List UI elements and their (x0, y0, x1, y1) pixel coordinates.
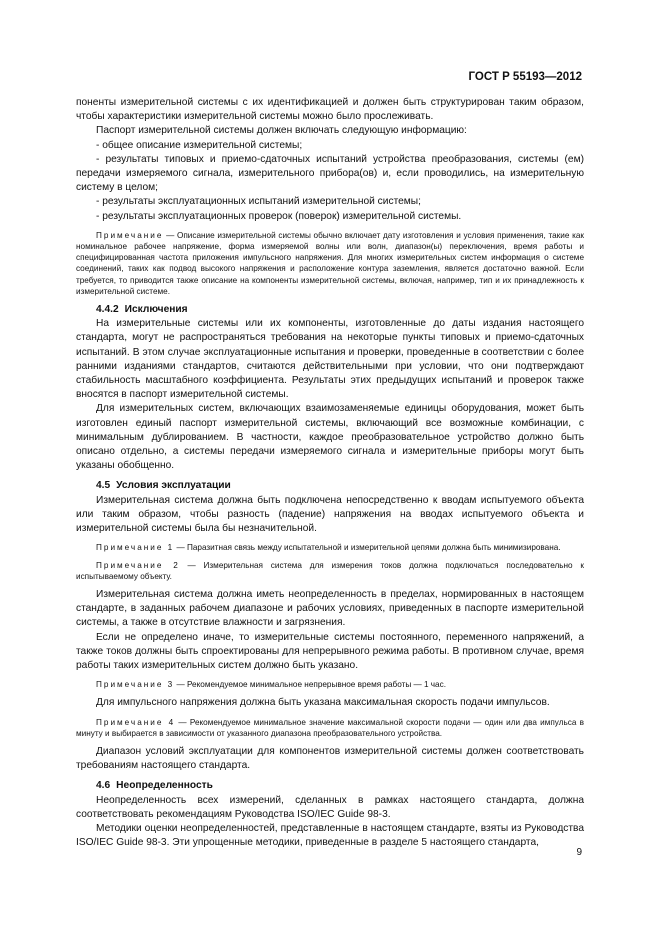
document-body (76, 96, 584, 850)
paragraph: Если не определено иначе, то измерительные системы постоянного, переменного напряжений, а также токов должны быть спроектированы для непрерывного режима работы. В противном случае, время работы таких измерительных систем должно быть указано. (76, 631, 584, 671)
paragraph: Методики оценки неопределенностей, представленные в настоящем стандарте, взяты из Руководства ISO/IEC Guide 98-3. Эти упрощенные методики, приведенные в разделе 5 настоящего стандарта, (76, 822, 584, 849)
section-number: 4.4.2 (96, 304, 119, 316)
note-text: — Паразитная связь между испытательной и измерительной цепями должна быть минимизирована. (174, 543, 561, 553)
list-item: - результаты типовых и приемо-сдаточных испытаний устройства преобразования, системы (ем) передачи измеряемого сигнала, измерительного прибора(ов) и, если проводились, на измерительную систему в целом; (76, 153, 584, 194)
note (76, 542, 584, 553)
paragraph: поненты измерительной системы с их идентификацией и должен быть структурирован таким образом, чтобы характеристики измерительной системы можно было прослеживать. (76, 97, 584, 123)
section-heading (76, 479, 584, 493)
section-heading (76, 303, 584, 317)
note-text: — Рекомендуемое минимальное значение максимальной скорости подачи — один или два импульса в минуту и выбирается в зависимости от указанного диапазона преобразовательного устройства. (76, 717, 584, 738)
note (76, 679, 584, 690)
paragraph: Измерительная система должна быть подключена непосредственно к вводам испытуемого объекта или таким образом, чтобы разность (падение) напряжения на вводах испытуемого объекта и измерительной системы была бы незначительной. (76, 494, 584, 535)
paragraph: Для измерительных систем, включающих взаимозаменяемые единицы оборудования, может быть изготовлен единый паспорт измерительной системы, включающий все возможные комбинации, с минимальным дублированием. В частности, каждое преобразовательное устройство должно быть описано отдельно, а системы передачи измеряемого сигнала и измерительные приборы могут быть указаны обобщенно. (76, 403, 584, 472)
note-label: Примечание 2 (96, 560, 180, 570)
paragraph: Для импульсного напряжения должна быть указана максимальная скорость подачи импульсов. (96, 697, 550, 709)
note-text: — Измерительная система для измерения токов должна подключаться последовательно к испытываемому объекту. (76, 560, 584, 581)
section-title: Условия эксплуатации (116, 480, 231, 492)
paragraph: Неопределенность всех измерений, сделанных в рамках настоящего стандарта, должна соответствовать рекомендациям Руководства ISO/IEC Guide 98-3. (76, 794, 584, 820)
note-label: Примечание (96, 230, 164, 240)
paragraph: На измерительные системы или их компоненты, изготовленные до даты издания настоящего стандарта, могут не распространяться требования на некоторые пункты типовых и приемо-сдаточных испытаний. В этом случае эксплуатационные испытания и проверки, проведенные в соответствии с более ранними изданиями стандартов, считаются действительными при условии, что они подтверждают стабильность масштабного коэффициента. Результаты этих предыдущих испытаний и проверок также вносятся в паспорт измерительной системы. (76, 318, 584, 401)
paragraph: Измерительная система должна иметь неопределенность в пределах, нормированных в настоящем стандарте, в заданных рабочем диапазоне и рабочих условиях, приведенных в паспорте измерительной системы, а также в отсутствие влажности и загрязнения. (76, 588, 584, 629)
note (76, 230, 584, 297)
paragraph: Паспорт измерительной системы должен включать следующую информацию: (96, 125, 467, 137)
note (76, 717, 584, 739)
note-label: Примечание 3 (96, 680, 175, 690)
note (76, 560, 584, 582)
note-text: — Рекомендуемое минимальное непрерывное время работы — 1 час. (174, 680, 446, 690)
paragraph: Диапазон условий эксплуатации для компонентов измерительной системы должен соответствовать требованиям настоящего стандарта. (76, 745, 584, 772)
section-title: Неопределенность (116, 780, 213, 792)
note-label: Примечание 1 (96, 543, 175, 553)
page-number: 9 (576, 847, 582, 858)
section-heading (76, 779, 584, 793)
note-label: Примечание 4 (96, 717, 176, 727)
document-id: ГОСТ Р 55193—2012 (468, 71, 582, 83)
list-item: - общее описание измерительной системы; (96, 139, 303, 151)
list-item: - результаты эксплуатационных проверок (поверок) измерительной системы. (96, 210, 462, 222)
list-item: - результаты эксплуатационных испытаний измерительной системы; (96, 196, 421, 208)
section-number: 4.6 (96, 780, 111, 792)
note-text: — Описание измерительной системы обычно включает дату изготовления и условия применения, такие как номинальное рабочее напряжение, форма измеряемой волны или волн, диапазон(ы) переключения, время работы и специфицированная частота приложения импульсного напряжения. Для многих измерительных систем информация о системе соединений, таких как подвод высокого напряжения и расположение контура заземления, является достаточно важной. Если требуется, то приводится также описание на компоненты измерительной системы, включая, например, тип и их принадлежность к измерительной системе. (76, 230, 584, 296)
section-title: Исключения (124, 304, 188, 316)
section-number: 4.5 (96, 480, 111, 492)
